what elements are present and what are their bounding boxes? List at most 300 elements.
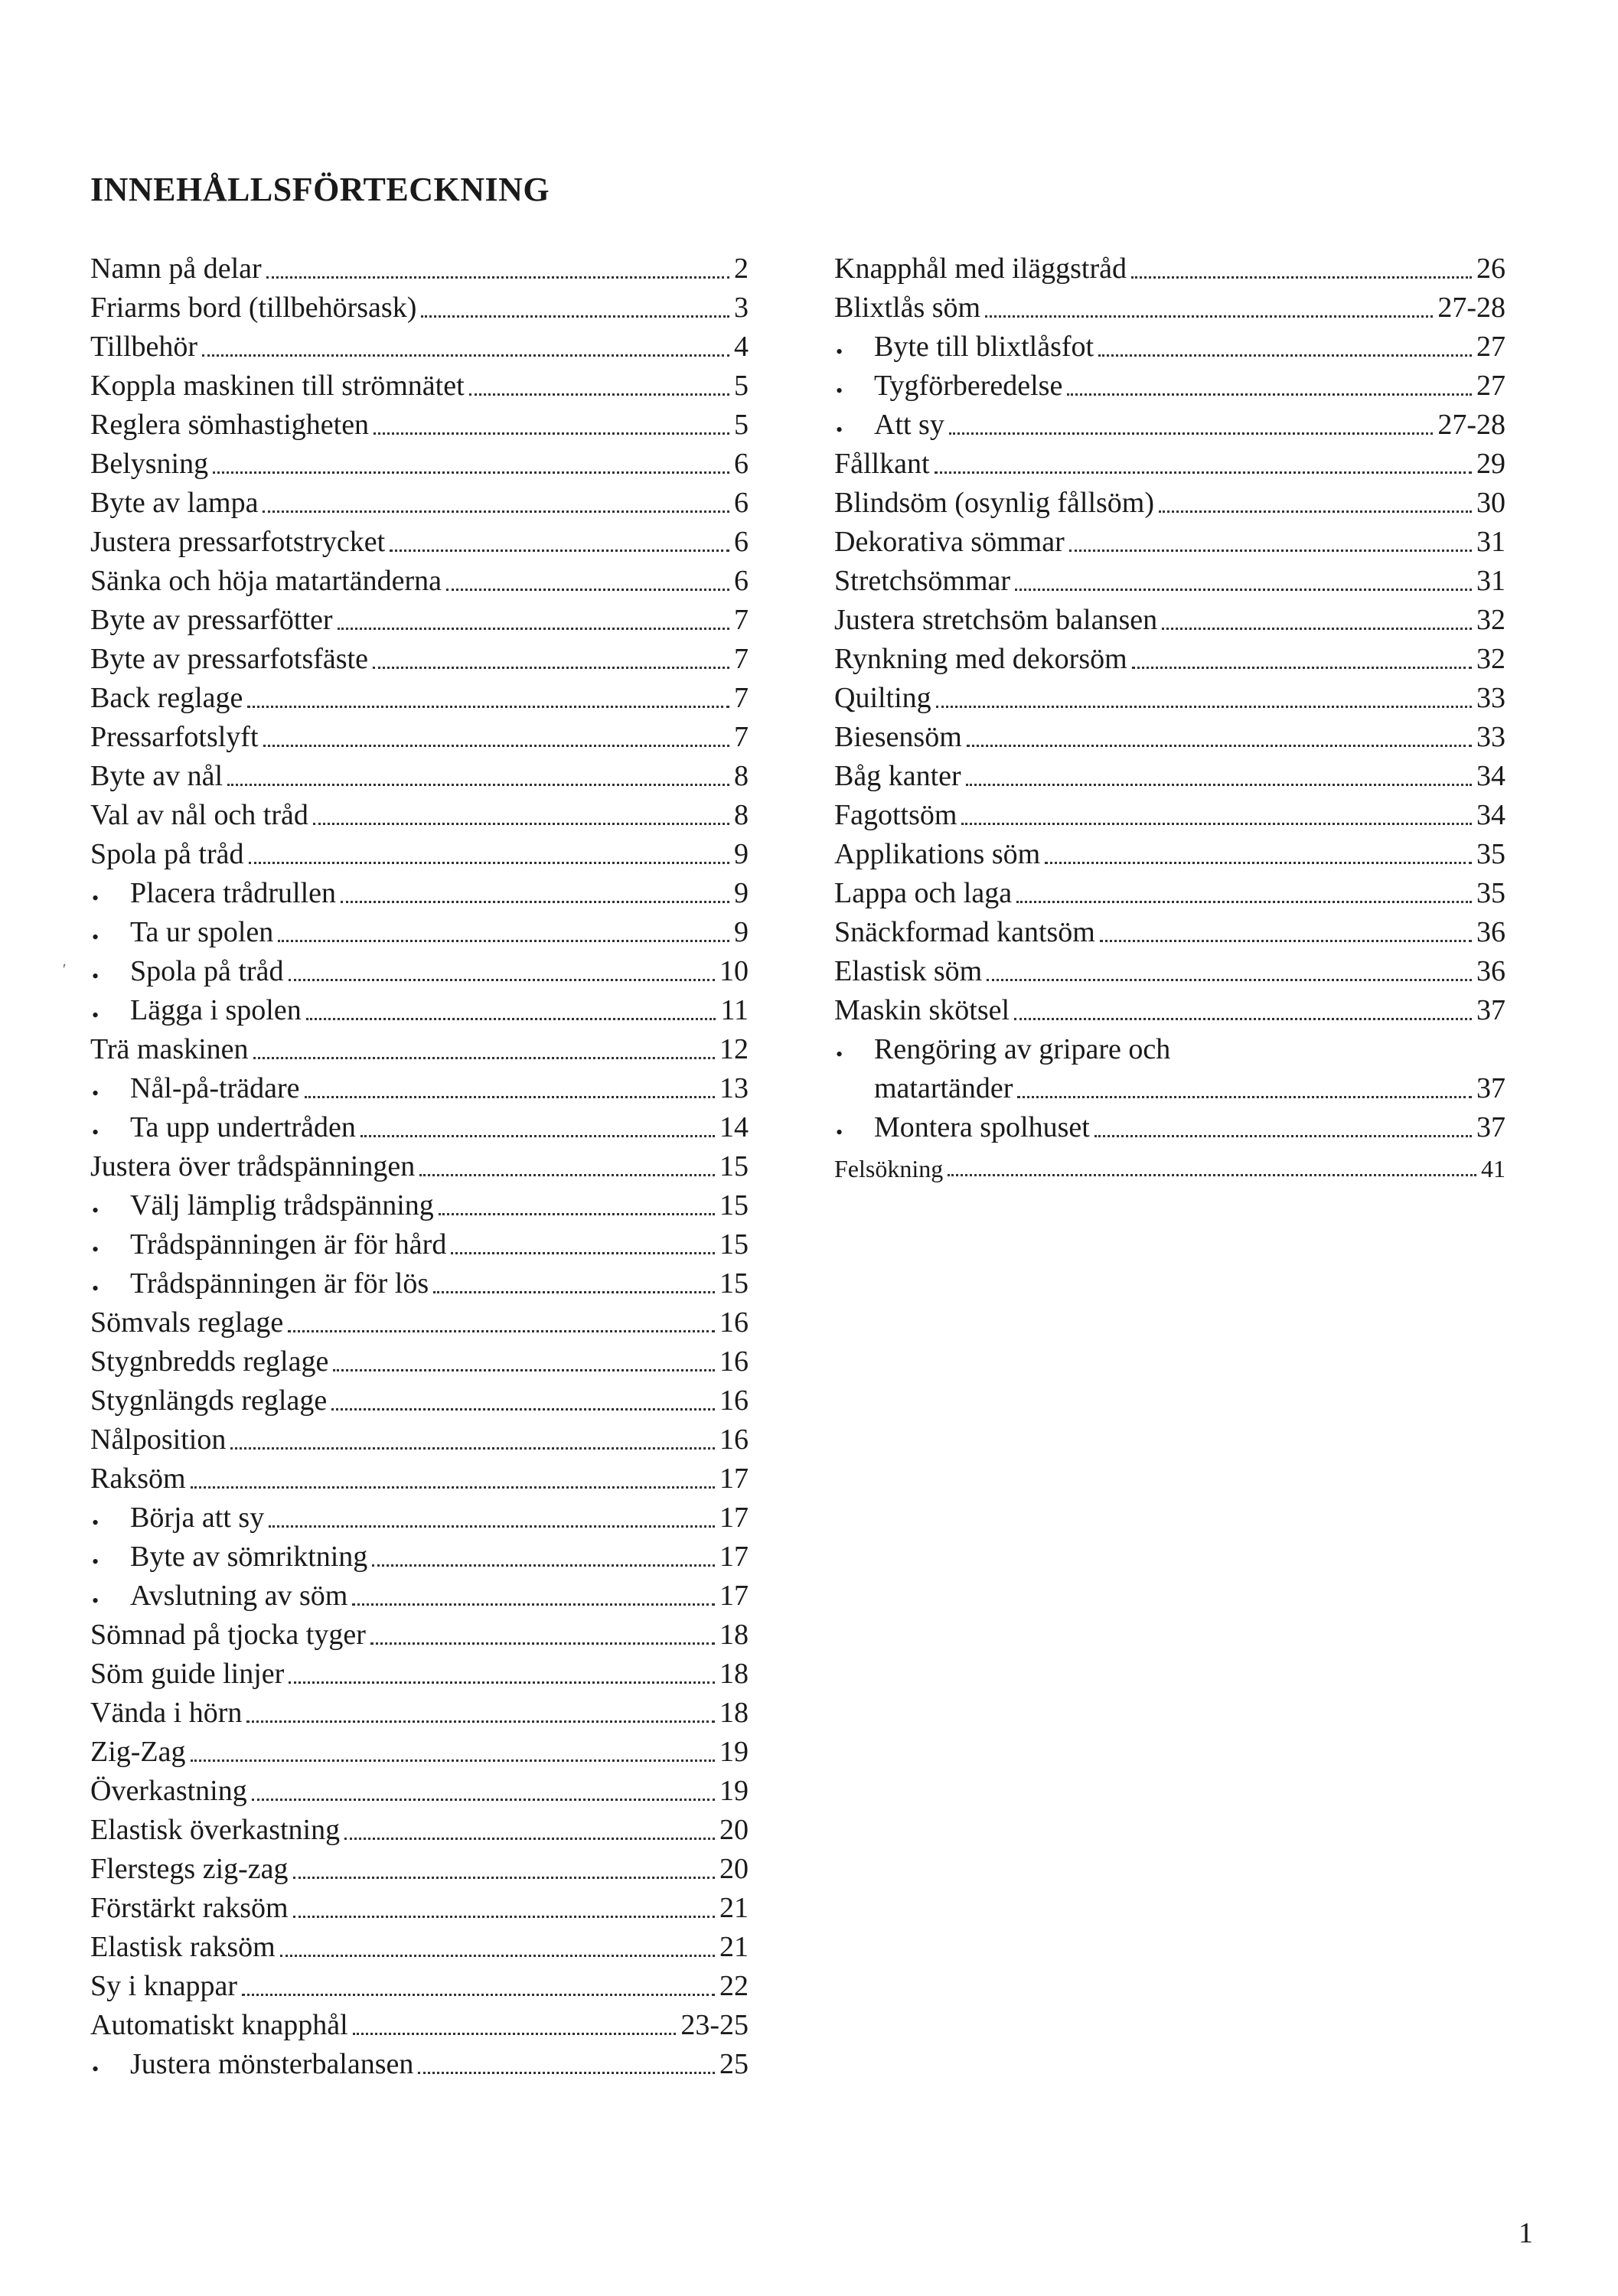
toc-entry-title: Justera över trådspänningen <box>90 1150 416 1182</box>
toc-entry-page: 16 <box>719 1306 749 1339</box>
toc-entry-title: Sänka och höja matartänderna <box>90 565 442 597</box>
toc-entry-page: 5 <box>734 370 749 402</box>
toc-entry <box>90 481 749 520</box>
toc-entry-title: Elastisk söm <box>834 955 983 987</box>
toc-entry <box>90 1808 749 1847</box>
dot-leader <box>253 1057 715 1059</box>
toc-entry-page: 30 <box>1476 487 1505 519</box>
toc-entry-title: Byte av nål <box>90 760 223 792</box>
bullet-icon: • <box>92 1199 99 1221</box>
dot-leader <box>331 1408 715 1411</box>
toc-entry-page: 41 <box>1481 1155 1505 1182</box>
dot-leader <box>252 1799 715 1801</box>
toc-entry <box>90 520 749 559</box>
toc-right-column <box>834 246 1505 1183</box>
toc-entry <box>834 598 1505 637</box>
dot-leader <box>966 784 1472 786</box>
dot-leader <box>1131 276 1472 279</box>
toc-entry-title: Byte till blixtlåsfot <box>874 331 1094 363</box>
bullet-icon: • <box>92 1121 99 1143</box>
dot-leader <box>288 1330 715 1332</box>
toc-entry-page: 4 <box>734 331 749 363</box>
toc-entry-title: Raksöm <box>90 1463 186 1495</box>
dot-leader <box>985 315 1433 318</box>
toc-entry-page: 7 <box>734 604 749 636</box>
toc-entry-title: Elastisk raksöm <box>90 1931 276 1963</box>
toc-entry <box>90 910 749 949</box>
toc-entry-page: 6 <box>734 487 749 519</box>
dot-leader <box>961 823 1472 825</box>
toc-entry-title: Båg kanter <box>834 760 961 792</box>
toc-entry-page: 17 <box>719 1541 749 1573</box>
toc-entry <box>90 1574 749 1613</box>
dot-leader <box>293 1877 715 1879</box>
toc-entry-page: 6 <box>734 448 749 480</box>
dot-leader <box>230 1447 715 1450</box>
toc-entry <box>90 1534 749 1574</box>
dot-leader <box>263 745 729 747</box>
dot-leader <box>338 628 729 630</box>
bullet-icon: • <box>92 1512 99 1534</box>
dot-leader <box>306 1018 716 1020</box>
toc-entry <box>90 1495 749 1534</box>
dot-leader <box>1159 510 1472 513</box>
toc-entry-page: 34 <box>1476 799 1505 831</box>
toc-entry-title: Nålposition <box>90 1424 227 1456</box>
toc-entry-title: Byte av pressarfotsfäste <box>90 643 368 675</box>
dot-leader <box>280 1955 715 1957</box>
toc-entry-page: 26 <box>1476 253 1505 285</box>
toc-entry <box>834 403 1505 442</box>
toc-entry <box>834 442 1505 481</box>
dot-leader <box>246 1720 715 1723</box>
toc-entry-title: Trä maskinen <box>90 1033 249 1065</box>
toc-entry-title: Stygnlängds reglage <box>90 1384 328 1417</box>
toc-entry-title: Fållkant <box>834 448 930 480</box>
toc-entry-title: Zig-Zag <box>90 1736 186 1768</box>
toc-entry-page: 27 <box>1476 331 1505 363</box>
bullet-icon: • <box>92 965 99 987</box>
toc-entry-page: 37 <box>1476 1072 1505 1104</box>
toc-entry-page: 27 <box>1476 370 1505 402</box>
bullet-icon: • <box>836 1043 843 1065</box>
toc-entry <box>834 1066 1505 1105</box>
toc-entry-page: 19 <box>719 1775 749 1807</box>
toc-entry <box>90 2042 749 2081</box>
dot-leader <box>313 823 729 825</box>
toc-entry <box>90 325 749 364</box>
dot-leader <box>289 979 715 981</box>
dot-leader <box>373 667 729 669</box>
toc-entry <box>90 754 749 793</box>
toc-entry <box>834 1144 1505 1183</box>
dot-leader <box>191 1760 715 1762</box>
toc-entry-title: Applikations söm <box>834 838 1041 870</box>
dot-leader <box>439 1213 715 1215</box>
toc-entry <box>834 676 1505 715</box>
bullet-icon: • <box>92 926 99 948</box>
dot-leader <box>247 706 729 708</box>
toc-entry <box>834 1105 1505 1144</box>
toc-entry <box>834 364 1505 403</box>
dot-leader <box>948 1174 1476 1176</box>
toc-entry-page: 7 <box>734 643 749 675</box>
toc-entry-title: Back reglage <box>90 682 243 714</box>
page-title: INNEHÅLLSFÖRTECKNING <box>90 171 550 208</box>
toc-entry <box>834 637 1505 676</box>
dot-leader <box>333 1369 715 1371</box>
toc-entry <box>834 325 1505 364</box>
dot-leader <box>469 393 729 396</box>
toc-entry-title: Förstärkt raksöm <box>90 1892 289 1924</box>
toc-entry-page: 16 <box>719 1424 749 1456</box>
toc-entry-title: Börja att sy <box>130 1502 265 1534</box>
toc-entry-title: Namn på delar <box>90 253 262 285</box>
dot-leader <box>353 2033 677 2035</box>
dot-leader <box>446 589 729 591</box>
toc-entry <box>90 1730 749 1769</box>
dot-leader <box>370 1642 715 1645</box>
toc-entry-page: 11 <box>720 994 749 1026</box>
toc-entry-title: Byte av sömriktning <box>130 1541 368 1573</box>
toc-entry-title: Reglera sömhastigheten <box>90 409 370 441</box>
bullet-icon: • <box>92 1551 99 1573</box>
toc-entry <box>90 1613 749 1652</box>
toc-entry-title: Quilting <box>834 682 931 714</box>
dot-leader <box>1015 589 1472 591</box>
toc-entry-page: 37 <box>1476 1111 1505 1143</box>
toc-entry-page: 29 <box>1476 448 1505 480</box>
bullet-icon: • <box>836 1121 843 1143</box>
toc-entry <box>834 481 1505 520</box>
toc-entry-title: Montera spolhuset <box>874 1111 1090 1143</box>
toc-entry-page: 12 <box>719 1033 749 1065</box>
toc-entry <box>834 285 1505 325</box>
toc-entry-page: 17 <box>719 1580 749 1612</box>
toc-entry <box>834 949 1505 988</box>
dot-leader <box>293 1916 715 1918</box>
toc-entry-page: 20 <box>719 1853 749 1885</box>
toc-entry-page: 6 <box>734 526 749 558</box>
toc-entry-title: Överkastning <box>90 1775 247 1807</box>
toc-entry <box>834 988 1505 1027</box>
toc-entry <box>90 1417 749 1456</box>
dot-leader <box>433 1291 715 1293</box>
toc-entry-title: Snäckformad kantsöm <box>834 916 1095 948</box>
dot-leader <box>289 1681 715 1684</box>
page-number: 1 <box>1519 2217 1533 2249</box>
toc-entry <box>90 1183 749 1222</box>
dot-leader <box>1016 901 1472 903</box>
toc-entry-title: Lappa och laga <box>834 877 1013 909</box>
bullet-icon: • <box>92 1004 99 1026</box>
toc-entry-title: Spola på tråd <box>130 955 284 987</box>
toc-entry-title: Justera stretchsöm balansen <box>834 604 1158 636</box>
toc-entry <box>834 793 1505 832</box>
toc-entry-page: 35 <box>1476 877 1505 909</box>
toc-entry <box>90 988 749 1027</box>
toc-entry <box>834 246 1505 285</box>
toc-entry-title: Stygnbredds reglage <box>90 1345 329 1378</box>
toc-entry-page: 15 <box>719 1267 749 1300</box>
dot-leader <box>451 1252 715 1254</box>
toc-entry <box>90 403 749 442</box>
toc-entry-title: Trådspänningen är för hård <box>130 1228 447 1261</box>
toc-entry-title: Flerstegs zig-zag <box>90 1853 289 1885</box>
toc-entry-page: 15 <box>719 1189 749 1221</box>
toc-left-column <box>90 246 749 2081</box>
toc-entry-page: 27-28 <box>1437 409 1505 441</box>
toc-entry-title: Att sy <box>874 409 944 441</box>
toc-entry <box>90 1339 749 1378</box>
toc-entry-title: Lägga i spolen <box>130 994 302 1026</box>
dot-leader <box>936 706 1472 708</box>
dot-leader <box>191 1486 715 1489</box>
toc-entry-title: Spola på tråd <box>90 838 244 870</box>
dot-leader <box>278 940 729 942</box>
toc-entry-title: Byte av pressarfötter <box>90 604 333 636</box>
toc-entry-page: 17 <box>719 1502 749 1534</box>
toc-entry-page: 9 <box>734 877 749 909</box>
toc-entry-page: 36 <box>1476 916 1505 948</box>
toc-entry-page: 37 <box>1476 994 1505 1026</box>
toc-entry-page: 15 <box>719 1228 749 1261</box>
dot-leader <box>418 2072 715 2074</box>
toc-entry-page: 15 <box>719 1150 749 1182</box>
toc-entry-title: Tygförberedelse <box>874 370 1063 402</box>
dot-leader <box>341 901 729 903</box>
toc-entry-title: Pressarfotslyft <box>90 721 259 753</box>
bullet-icon: • <box>92 1238 99 1261</box>
dot-leader <box>1014 1018 1472 1020</box>
dot-leader <box>269 1525 715 1528</box>
toc-entry-title: Stretchsömmar <box>834 565 1011 597</box>
toc-entry <box>90 1144 749 1183</box>
toc-entry-title: Blixtlås söm <box>834 292 981 324</box>
toc-entry <box>90 1847 749 1886</box>
toc-entry-title: Söm guide linjer <box>90 1658 285 1690</box>
toc-entry <box>90 1222 749 1261</box>
toc-entry <box>834 754 1505 793</box>
toc-entry <box>834 910 1505 949</box>
toc-entry-page: 21 <box>719 1892 749 1924</box>
toc-entry <box>90 1456 749 1495</box>
toc-entry-title: Avslutning av söm <box>130 1580 348 1612</box>
toc-entry-page: 7 <box>734 721 749 753</box>
dot-leader <box>242 1994 715 1996</box>
toc-entry-page: 7 <box>734 682 749 714</box>
toc-entry-title: Elastisk överkastning <box>90 1814 341 1846</box>
toc-entry <box>90 1769 749 1808</box>
toc-entry-page: 31 <box>1476 526 1505 558</box>
toc-entry-page: 5 <box>734 409 749 441</box>
scan-speck: ʹ <box>63 961 67 978</box>
dot-leader <box>1017 1096 1472 1098</box>
toc-entry-page: 19 <box>719 1736 749 1768</box>
toc-entry-title: Ta ur spolen <box>130 916 274 948</box>
toc-entry-page: 9 <box>734 916 749 948</box>
toc-entry-title: Knapphål med iläggstråd <box>834 253 1127 285</box>
toc-entry <box>90 715 749 754</box>
toc-entry-title: Koppla maskinen till strömnätet <box>90 370 465 402</box>
dot-leader <box>967 745 1472 747</box>
toc-entry <box>90 1105 749 1144</box>
toc-entry-page: 36 <box>1476 955 1505 987</box>
dot-leader <box>1069 550 1472 552</box>
dot-leader <box>249 862 729 864</box>
dot-leader <box>949 432 1433 435</box>
bullet-icon: • <box>836 419 843 441</box>
toc-entry-title: Automatiskt knapphål <box>90 2009 348 2041</box>
toc-entry <box>90 1066 749 1105</box>
toc-entry-title: Välj lämplig trådspänning <box>130 1189 434 1221</box>
bullet-icon: • <box>92 2058 99 2080</box>
toc-entry <box>90 793 749 832</box>
toc-entry-page: 32 <box>1476 604 1505 636</box>
toc-entry-title: Friarms bord (tillbehörsask) <box>90 292 417 324</box>
dot-leader <box>419 1174 715 1176</box>
toc-entry-title: Felsökning <box>834 1155 944 1182</box>
toc-entry-title: Placera trådrullen <box>130 877 337 909</box>
toc-entry <box>90 1886 749 1925</box>
toc-entry-title: Trådspänningen är för lös <box>130 1267 429 1300</box>
dot-leader <box>266 276 729 279</box>
toc-entry <box>90 949 749 988</box>
toc-entry-page: 33 <box>1476 682 1505 714</box>
toc-entry-title: Sy i knappar <box>90 1970 238 2002</box>
dot-leader <box>1098 354 1472 357</box>
dot-leader <box>227 784 729 786</box>
toc-entry-page: 21 <box>719 1931 749 1963</box>
bullet-icon: • <box>92 1082 99 1104</box>
toc-entry-page: 8 <box>734 760 749 792</box>
dot-leader <box>374 432 729 435</box>
toc-entry <box>834 559 1505 598</box>
dot-leader <box>1045 862 1472 864</box>
toc-entry-title: Blindsöm (osynlig fållsöm) <box>834 487 1154 519</box>
bullet-icon: • <box>836 341 843 363</box>
toc-entry-title: Vända i hörn <box>90 1697 243 1729</box>
toc-entry-title: Sömnad på tjocka tyger <box>90 1619 366 1651</box>
toc-entry <box>90 246 749 285</box>
toc-entry-page: 20 <box>719 1814 749 1846</box>
toc-entry-page: 23-25 <box>680 2009 749 2041</box>
toc-entry <box>90 1027 749 1066</box>
dot-leader <box>344 1838 715 1840</box>
toc-entry-title: Byte av lampa <box>90 487 259 519</box>
toc-entry-title: Ta upp undertråden <box>130 1111 356 1143</box>
toc-entry-page: 18 <box>719 1697 749 1729</box>
dot-leader <box>1132 667 1472 669</box>
toc-entry <box>834 520 1505 559</box>
toc-entry <box>90 442 749 481</box>
toc-entry <box>90 364 749 403</box>
toc-entry <box>90 676 749 715</box>
dot-leader <box>360 1135 715 1137</box>
bullet-icon: • <box>836 380 843 402</box>
dot-leader <box>372 1564 715 1567</box>
toc-entry <box>90 598 749 637</box>
toc-entry-page: 16 <box>719 1345 749 1378</box>
toc-entry-title: Val av nål och tråd <box>90 799 308 831</box>
toc-entry-title: Dekorativa sömmar <box>834 526 1065 558</box>
toc-entry-page: 6 <box>734 565 749 597</box>
bullet-icon: • <box>92 1590 99 1612</box>
toc-entry <box>90 559 749 598</box>
toc-entry-page: 3 <box>734 292 749 324</box>
toc-entry-page: 33 <box>1476 721 1505 753</box>
toc-entry <box>90 1925 749 1964</box>
toc-entry-title: Biesensöm <box>834 721 962 753</box>
dot-leader <box>263 510 729 513</box>
toc-entry <box>90 1378 749 1417</box>
dot-leader <box>390 550 729 552</box>
dot-leader <box>202 354 729 357</box>
toc-entry-page: 14 <box>719 1111 749 1143</box>
toc-entry-title: Fagottsöm <box>834 799 957 831</box>
toc-entry-title: Justera mönsterbalansen <box>130 2048 414 2080</box>
toc-entry-page: 34 <box>1476 760 1505 792</box>
toc-entry <box>90 1691 749 1730</box>
toc-entry-title: matartänder <box>874 1072 1013 1104</box>
toc-entry-title: Rynkning med dekorsöm <box>834 643 1127 675</box>
toc-entry-page: 31 <box>1476 565 1505 597</box>
toc-entry-page: 16 <box>719 1384 749 1417</box>
toc-entry <box>90 1300 749 1339</box>
toc-entry <box>834 871 1505 910</box>
toc-entry-page: 35 <box>1476 838 1505 870</box>
bullet-icon: • <box>92 887 99 909</box>
toc-entry <box>90 2003 749 2042</box>
dot-leader <box>213 471 729 474</box>
dot-leader <box>935 471 1472 474</box>
toc-entry-page: 18 <box>719 1658 749 1690</box>
toc-entry-page: 10 <box>719 955 749 987</box>
toc-entry <box>834 832 1505 871</box>
toc-entry-page: 22 <box>719 1970 749 2002</box>
toc-entry <box>834 715 1505 754</box>
toc-entry-title: Justera pressarfotstrycket <box>90 526 386 558</box>
toc-entry <box>90 871 749 910</box>
toc-entry-page: 13 <box>719 1072 749 1104</box>
toc-entry <box>90 832 749 871</box>
toc-entry <box>90 1261 749 1300</box>
toc-entry-title: Sömvals reglage <box>90 1306 284 1339</box>
toc-entry-page: 25 <box>719 2048 749 2080</box>
toc-entry-page: 9 <box>734 838 749 870</box>
toc-entry <box>90 1964 749 2003</box>
bullet-icon: • <box>92 1277 99 1300</box>
toc-entry-page: 8 <box>734 799 749 831</box>
toc-entry-title: Rengöring av gripare och <box>874 1033 1171 1065</box>
dot-leader <box>352 1603 715 1606</box>
toc-entry-page: 18 <box>719 1619 749 1651</box>
dot-leader <box>1067 393 1472 396</box>
toc-entry-title: Belysning <box>90 448 209 480</box>
dot-leader <box>421 315 729 318</box>
toc-entry-page: 32 <box>1476 643 1505 675</box>
toc-entry-title: Nål-på-trädare <box>130 1072 300 1104</box>
toc-entry <box>90 637 749 676</box>
dot-leader <box>1094 1135 1472 1137</box>
dot-leader <box>305 1096 715 1098</box>
toc-entry-page: 17 <box>719 1463 749 1495</box>
toc-entry-title: Maskin skötsel <box>834 994 1010 1026</box>
toc-entry-title: Tillbehör <box>90 331 198 363</box>
toc-entry-page: 2 <box>734 253 749 285</box>
toc-entry <box>90 1652 749 1691</box>
dot-leader <box>987 979 1472 981</box>
